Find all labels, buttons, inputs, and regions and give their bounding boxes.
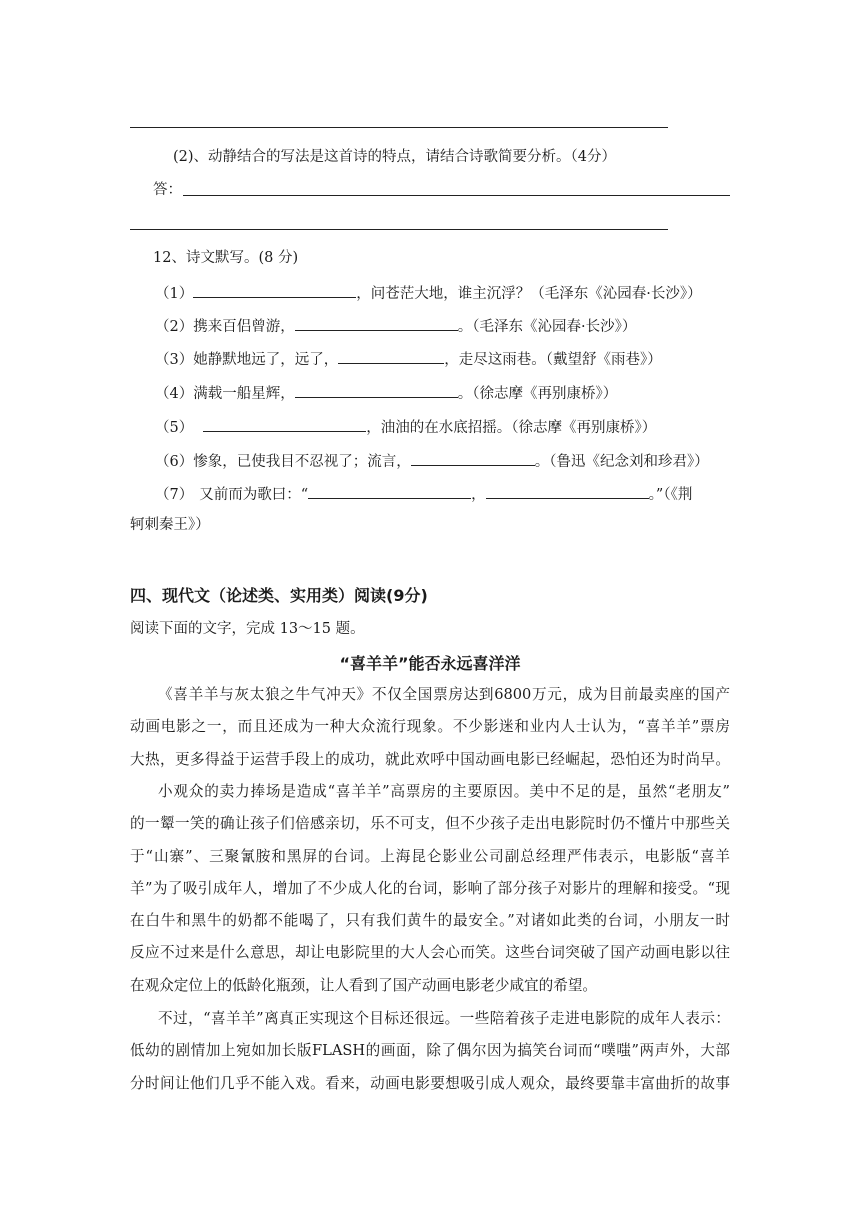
fill-blank-6[interactable] bbox=[411, 450, 535, 466]
fill-blank-4[interactable] bbox=[295, 382, 458, 398]
paragraph-line: 《喜羊羊与灰太狼之牛气冲天》不仅全国票房达到6800万元，成为目前最卖座的国产 bbox=[158, 686, 730, 703]
fill-blank-1[interactable] bbox=[193, 282, 356, 298]
item-text-after: ，走尽这雨巷。（戴望舒《雨巷》） bbox=[444, 352, 662, 368]
paragraph-line: 羊”为了吸引成年人，增加了不少成人化的台词，影响了部分孩子对影片的理解和接受。“现 bbox=[130, 879, 730, 897]
fill-blank-2[interactable] bbox=[295, 315, 458, 331]
item-number: （5） bbox=[155, 420, 194, 436]
item-text-before: 携来百侣曾游， bbox=[193, 319, 295, 335]
item-number: （4） bbox=[155, 386, 194, 402]
q12-item-5 bbox=[155, 416, 656, 438]
answer-line-top bbox=[130, 127, 668, 128]
paragraph-line: 在白牛和黑牛的奶都不能喝了，只有我们黄牛的最安全。”对诸如此类的台词，小朋友一时 bbox=[130, 912, 730, 930]
item-text-after: 。”（《荆 bbox=[648, 487, 693, 503]
item-text-before: 惨象，已使我目不忍视了；流言， bbox=[193, 454, 411, 470]
q12-item-7-continued: 轲刺秦王》） bbox=[130, 517, 210, 533]
item-text-before: 满载一船星辉， bbox=[193, 386, 295, 402]
item-text-before: 又前而为歌曰：“ bbox=[199, 487, 309, 503]
fill-blank-7a[interactable] bbox=[308, 483, 471, 499]
paragraph-line: 反应不过来是什么意思，却让电影院里的大人会心而笑。这些台词突破了国产动画电影以往 bbox=[130, 944, 730, 962]
q12-item-3 bbox=[155, 348, 662, 370]
item-number: （7） bbox=[155, 487, 194, 503]
question-12-title: 12、诗文默写。(8 分) bbox=[153, 250, 299, 266]
article-title: “喜羊羊”能否永远喜洋洋 bbox=[339, 654, 521, 673]
q12-item-4 bbox=[155, 382, 617, 404]
q12-item-1 bbox=[155, 282, 702, 304]
item-number: （6） bbox=[155, 454, 194, 470]
section-4-instruction: 阅读下面的文字，完成 13～15 题。 bbox=[130, 621, 365, 637]
paragraph-line: 低幼的剧情加上宛如加长版FLASH的画面，除了偶尔因为搞笑台词而“噗嗤”两声外，大部 bbox=[130, 1042, 730, 1060]
item-number: （2） bbox=[155, 319, 194, 335]
fill-blank-5[interactable] bbox=[203, 416, 366, 432]
paragraph-line: 动画电影之一，而且还成为一种大众流行现象。不少影迷和业内人士认为，“喜羊羊”票房 bbox=[130, 718, 730, 736]
question-11-2-prompt: (2)、动静结合的写法是这首诗的特点，请结合诗歌简要分析。（4分） bbox=[173, 149, 617, 165]
item-text-after: ，油油的在水底招摇。（徐志摩《再别康桥》） bbox=[366, 420, 657, 436]
section-4-title: 四、现代文（论述类、实用类）阅读(9分) bbox=[130, 586, 428, 605]
answer-line-1[interactable] bbox=[183, 195, 730, 196]
item-text-middle: ， bbox=[471, 487, 486, 503]
paragraph-line: 小观众的卖力捧场是造成“喜羊羊”高票房的主要原因。美中不足的是，虽然“老朋友” bbox=[158, 783, 730, 800]
paragraph-line: 分时间让他们几乎不能入戏。看来，动画电影要想吸引成人观众，最终要靠丰富曲折的故事 bbox=[130, 1074, 730, 1092]
answer-label: 答： bbox=[153, 182, 182, 198]
article-paragraph-2 bbox=[130, 776, 730, 1002]
item-text-after: 。（毛泽东《沁园春·长沙》） bbox=[457, 319, 637, 335]
item-text-after: ，问苍茫大地，谁主沉浮？（毛泽东《沁园春·长沙》） bbox=[356, 286, 702, 302]
item-number: （3） bbox=[155, 352, 194, 368]
paragraph-line: 的一颦一笑的确让孩子们倍感亲切，乐不可支，但不少孩子走出电影院时仍不懂片中那些关 bbox=[130, 815, 730, 833]
answer-line-2[interactable] bbox=[130, 229, 668, 230]
item-text-after: 。（徐志摩《再别康桥》） bbox=[457, 386, 618, 402]
paragraph-line: 于“山寨”、三聚氰胺和黑屏的台词。上海昆仑影业公司副总经理严伟表示，电影版“喜羊 bbox=[130, 847, 730, 865]
item-text-before: 她静默地远了，远了， bbox=[193, 352, 339, 368]
fill-blank-7b[interactable] bbox=[486, 483, 649, 499]
q12-item-7 bbox=[155, 483, 692, 505]
article-paragraph-1 bbox=[130, 679, 730, 776]
item-text-after: 。（鲁迅《纪念刘和珍君》） bbox=[534, 454, 709, 470]
fill-blank-3[interactable] bbox=[338, 348, 444, 364]
q12-item-2 bbox=[155, 315, 636, 337]
paragraph-line: 在观众定位上的低龄化瓶颈，让人看到了国产动画电影老少咸宜的希望。 bbox=[130, 976, 598, 994]
paragraph-line: 不过，“喜羊羊”离真正实现这个目标还很远。一些陪着孩子走进电影院的成年人表示： bbox=[158, 1010, 730, 1027]
item-number: （1） bbox=[155, 286, 194, 302]
q12-item-6 bbox=[155, 450, 709, 472]
paragraph-line: 大热，更多得益于运营手段上的成功，就此欢呼中国动画电影已经崛起，恐怕还为时尚早。 bbox=[130, 750, 730, 768]
article-paragraph-3 bbox=[130, 1003, 730, 1100]
